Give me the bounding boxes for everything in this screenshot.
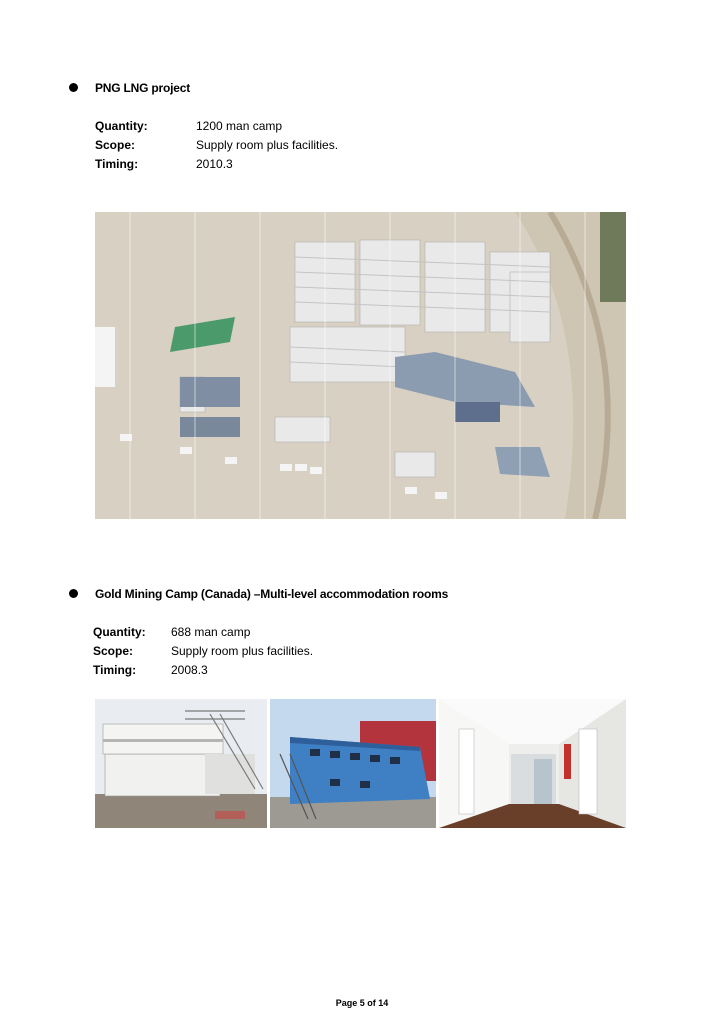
quantity-value: 688 man camp: [171, 625, 251, 639]
quantity-label: Quantity:: [93, 625, 146, 639]
timing-value: 2008.3: [171, 663, 208, 677]
scope-label: Scope:: [93, 644, 134, 658]
section-title-gold-mining: Gold Mining Camp (Canada) –Multi-level accommodation rooms: [95, 587, 449, 601]
section-title-png-lng: PNG LNG project: [95, 81, 191, 95]
page-number: Page 5 of 14: [335, 998, 389, 1008]
corridor-interior-photo: [439, 699, 626, 828]
quantity-value: 1200 man camp: [196, 119, 283, 133]
timing-value: 2010.3: [196, 157, 233, 171]
scope-value: Supply room plus facilities.: [196, 138, 339, 152]
bullet-icon: [69, 83, 78, 92]
blue-container-building-photo: [270, 699, 436, 828]
aerial-camp-photo: [95, 212, 626, 519]
timing-label: Timing:: [93, 663, 137, 677]
bullet-icon: [69, 589, 78, 598]
timing-label: Timing:: [95, 157, 139, 171]
scope-value: Supply room plus facilities.: [171, 644, 314, 658]
white-two-storey-building-photo: [95, 699, 267, 828]
scope-label: Scope:: [95, 138, 136, 152]
quantity-label: Quantity:: [95, 119, 148, 133]
